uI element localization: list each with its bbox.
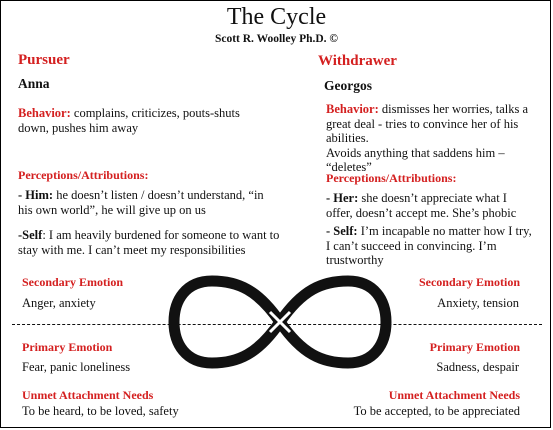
left-secondary-emotion-label: Secondary Emotion <box>22 275 124 289</box>
pursuer-behavior-label: Behavior: <box>18 106 71 120</box>
pursuer-heading: Pursuer <box>18 52 70 68</box>
left-primary-emotion-label: Primary Emotion <box>22 340 113 354</box>
left-needs-value: To be heard, to be loved, safety <box>22 404 179 418</box>
right-secondary-emotion-label: Secondary Emotion <box>418 275 520 289</box>
withdrawer-behavior-text: dismisses her worries, talks a great deal - tries to convince her of his abilities. <box>326 102 529 145</box>
withdrawer-name: Georgos <box>324 78 372 93</box>
diagram-title: The Cycle <box>226 4 327 30</box>
pursuer-him-text: he doesn’t listen / doesn’t understand, “in his own world”, he will give up on us <box>18 188 264 217</box>
right-primary-emotion-value: Sadness, despair <box>436 360 519 374</box>
withdrawer-her-label: - Her: <box>326 191 359 205</box>
pursuer-name: Anna <box>18 76 50 91</box>
pursuer-him-label: - Him: <box>18 188 54 202</box>
withdrawer-her-text: she doesn’t appreciate what I offer, doesn’t accept me. She’s phobic <box>326 191 517 220</box>
pursuer-self-label: -Self <box>18 228 43 242</box>
withdrawer-perceptions-label: Perceptions/Attributions: <box>326 171 457 185</box>
pursuer-behavior-text: complains, criticizes, pouts-shuts down, pushes him away <box>18 106 240 135</box>
withdrawer-self-label: - Self: <box>326 224 358 238</box>
right-needs-label: Unmet Attachment Needs <box>388 388 520 402</box>
left-secondary-emotion-value: Anger, anxiety <box>22 296 96 310</box>
withdrawer-behavior-label: Behavior: <box>326 102 379 116</box>
author-credit: Scott R. Woolley Ph.D. © <box>214 33 339 45</box>
withdrawer-heading: Withdrawer <box>318 53 397 69</box>
pursuer-perceptions-label: Perceptions/Attributions: <box>18 168 149 182</box>
right-needs-value: To be accepted, to be appreciated <box>353 404 520 418</box>
left-needs-label: Unmet Attachment Needs <box>22 388 154 402</box>
left-primary-emotion-value: Fear, panic loneliness <box>22 360 131 374</box>
withdrawer-behavior-text-2: Avoids anything that saddens him – “deletes” <box>326 145 505 174</box>
pursuer-self-text: : I am heavily burdened for someone to want to stay with me. I can’t meet my responsibilities <box>18 228 280 257</box>
withdrawer-self-text: I’m incapable no matter how I try, I can’t succeed in convincing. I’m trustworthy <box>326 224 532 267</box>
right-secondary-emotion-value: Anxiety, tension <box>437 296 519 310</box>
right-primary-emotion-label: Primary Emotion <box>429 340 520 354</box>
